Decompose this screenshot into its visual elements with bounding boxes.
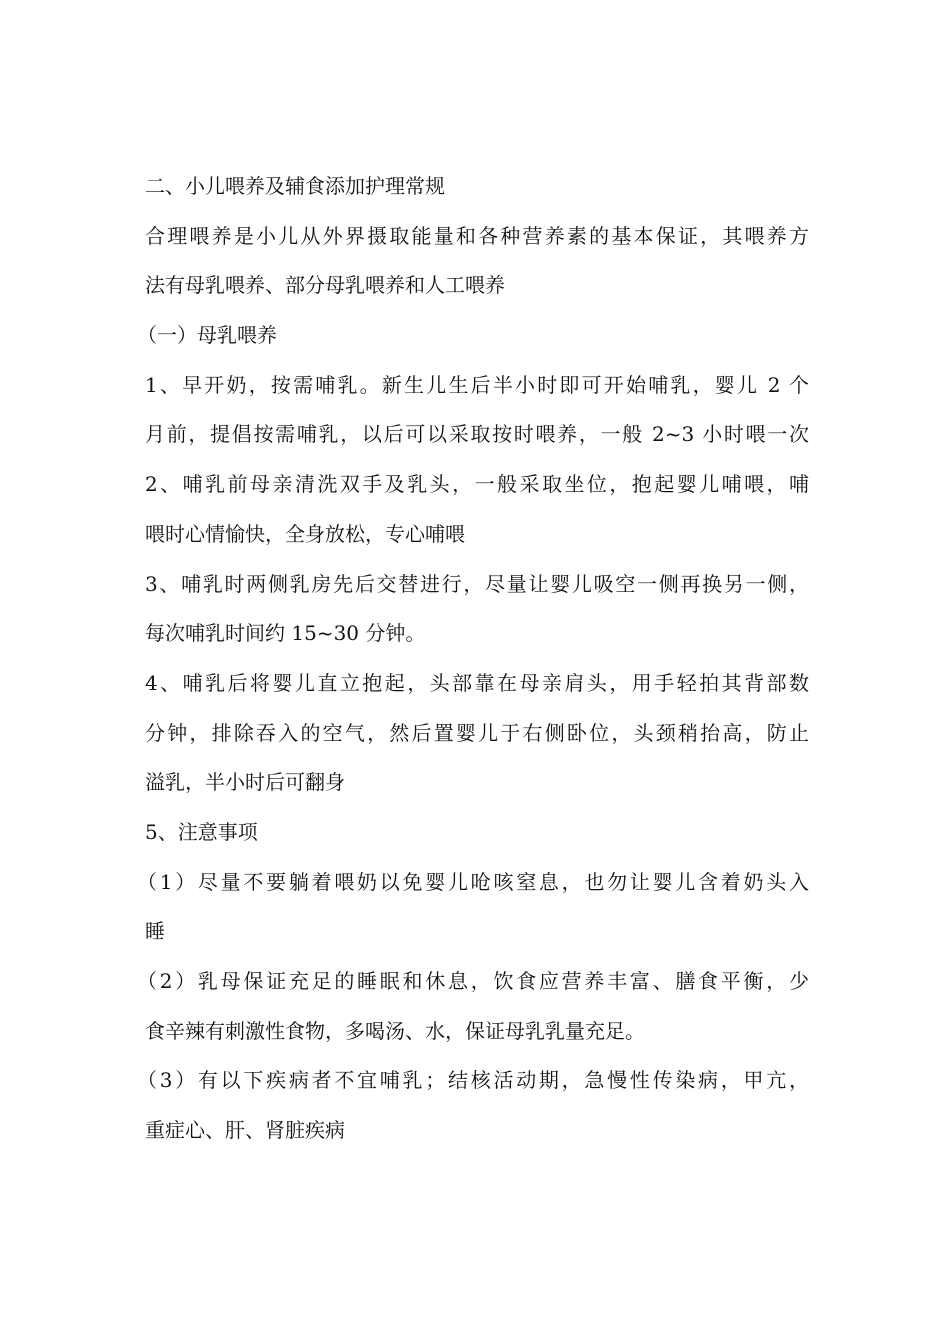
- list-item-line: （2）乳母保证充足的睡眠和休息，饮食应营养丰富、膳食平衡，少: [137, 969, 809, 993]
- paragraph-line: 4、哺乳后将婴儿直立抱起，头部靠在母亲肩头，用手轻拍其背部数: [145, 670, 809, 695]
- paragraph-line: 合理喂养是小儿从外界摄取能量和各种营养素的基本保证，其喂养方: [145, 223, 809, 248]
- document-body: [137, 166, 809, 1160]
- list-item-line: （1）尽量不要躺着喂奶以免婴儿呛咳窒息，也勿让婴儿含着奶头入: [137, 869, 809, 894]
- section-heading: 二、小儿喂养及辅食添加护理常规: [145, 174, 445, 198]
- paragraph-line: 月前，提倡按需哺乳，以后可以采取按时喂养，一般 2~3 小时喂一次: [145, 422, 809, 447]
- paragraph-line: 每次哺乳时间约 15~30 分钟。: [145, 621, 426, 646]
- list-item-line: 重症心、肝、肾脏疾病: [145, 1118, 345, 1143]
- list-item-line: （3）有以下疾病者不宜哺乳；结核活动期，急慢性传染病，甲亢，: [137, 1068, 809, 1093]
- paragraph-line: 3、哺乳时两侧乳房先后交替进行，尽量让婴儿吸空一侧再换另一侧，: [145, 571, 809, 596]
- paragraph-line: 喂时心情愉快，全身放松，专心哺喂: [145, 521, 465, 546]
- paragraph-line: 1、早开奶，按需哺乳。新生儿生后半小时即可开始哺乳，婴儿 2 个: [145, 372, 809, 397]
- paragraph-line: 法有母乳喂养、部分母乳喂养和人工喂养: [145, 273, 505, 298]
- list-item-line: 睡: [145, 919, 165, 944]
- subsection-heading: （一）母乳喂养: [137, 323, 277, 348]
- paragraph-line: 2、哺乳前母亲清洗双手及乳头，一般采取坐位，抱起婴儿哺喂，哺: [145, 472, 809, 497]
- paragraph-line: 分钟，排除吞入的空气，然后置婴儿于右侧卧位，头颈稍抬高，防止: [145, 720, 809, 745]
- list-item-line: 食辛辣有刺激性食物，多喝汤、水，保证母乳乳量充足。: [145, 1018, 645, 1043]
- list-heading: 5、注意事项: [145, 819, 258, 844]
- paragraph-line: 溢乳，半小时后可翻身: [145, 770, 345, 795]
